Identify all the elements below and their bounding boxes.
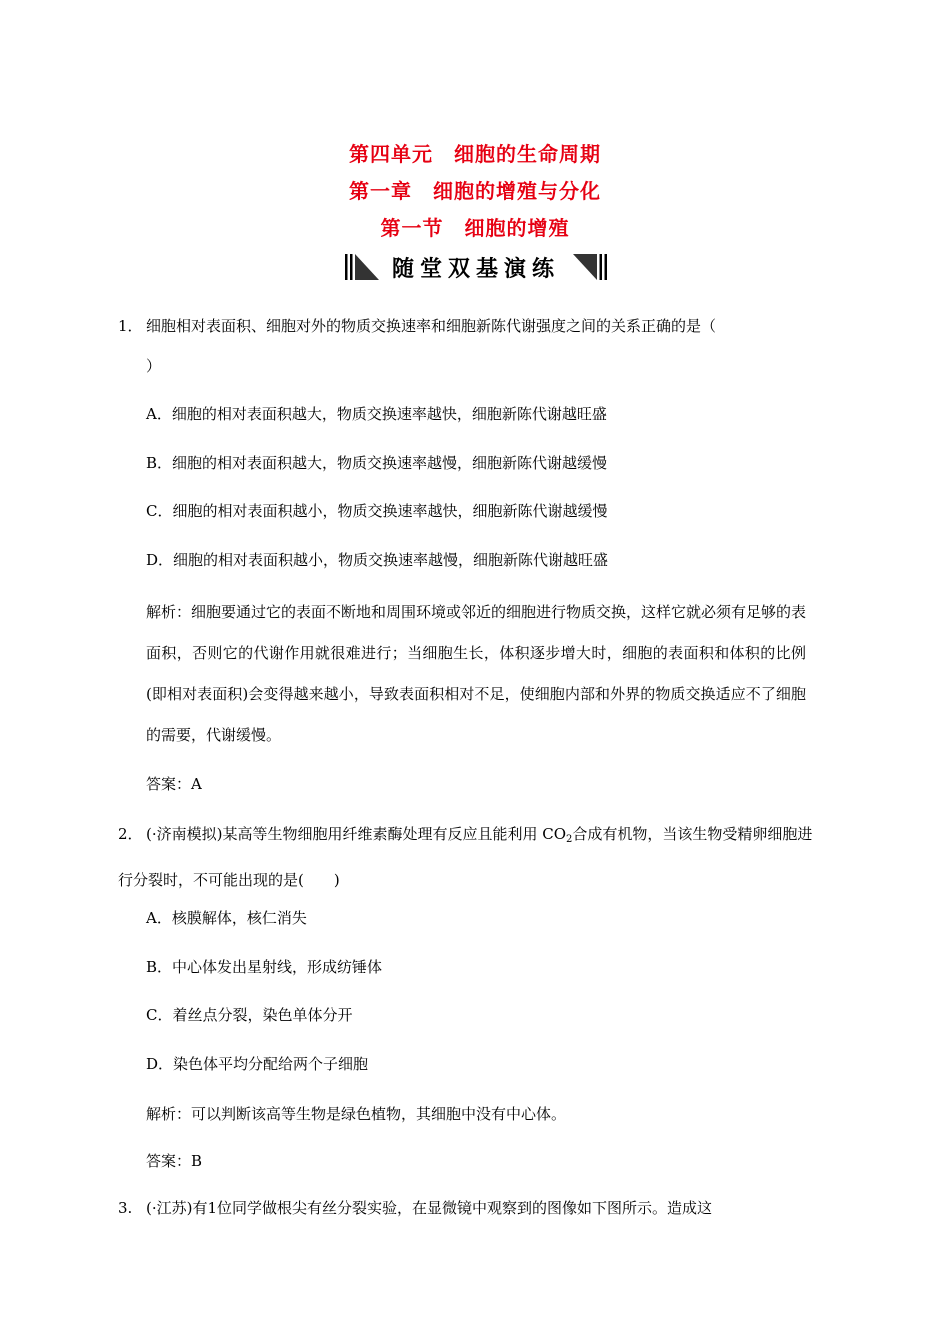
question-1-option-c: C．细胞的相对表面积越小，物质交换速率越快，细胞新陈代谢越缓慢 <box>146 502 608 520</box>
question-2-option-a: A．核膜解体，核仁消失 <box>146 909 307 927</box>
title-block <box>0 136 950 247</box>
question-1-option-b: B．细胞的相对表面积越大，物质交换速率越慢，细胞新陈代谢越缓慢 <box>146 454 608 472</box>
question-2-number: 2． <box>118 825 143 843</box>
section-title: 第一节 细胞的增殖 <box>380 216 570 240</box>
question-2-answer: 答案：B <box>146 1152 203 1170</box>
question-1 <box>118 314 818 338</box>
question-1-stem-end: ） <box>146 357 162 375</box>
question-1-number: 1． <box>118 317 143 335</box>
question-1-answer: 答案：A <box>146 775 202 793</box>
question-2-option-c: C．着丝点分裂，染色单体分开 <box>146 1006 353 1024</box>
question-1-option-a: A．细胞的相对表面积越大，物质交换速率越快，细胞新陈代谢越旺盛 <box>146 405 607 423</box>
practice-banner <box>345 250 607 284</box>
banner-right-decoration-icon <box>573 252 607 282</box>
question-1-stem: 1． 细胞相对表面积、细胞对外的物质交换速率和细胞新陈代谢强度之间的关系正确的是（ <box>118 314 818 338</box>
question-2-stem: 2． (·济南模拟)某高等生物细胞用纤维素酶处理有反应且能利用 $CO_2$合成有机物，当该生物受精卵细胞进行分裂时，不可能出现的是( ) <box>118 814 818 901</box>
question-1-option-d: D．细胞的相对表面积越小，物质交换速率越慢，细胞新陈代谢越旺盛 <box>146 551 609 569</box>
question-3-number: 3. <box>118 1199 133 1217</box>
banner-text: 随堂双基演练 <box>391 256 560 282</box>
banner-left-decoration-icon <box>345 252 379 282</box>
question-3-stem: 3. (·江苏)有1位同学做根尖有丝分裂实验，在显微镜中观察到的图像如下图所示。造成这 <box>118 1196 818 1220</box>
question-2-analysis: 解析：可以判断该高等生物是绿色植物，其细胞中没有中心体。 <box>146 1105 567 1123</box>
question-1-analysis: 解析：细胞要通过它的表面不断地和周围环境或邻近的细胞进行物质交换，这样它就必须有足够的表面积，否则它的代谢作用就很难进行；当细胞生长，体积逐步增大时，细胞的表面积和体积的比例(即相对表面积)会变得越来越小，导致表面积相对不足，使细胞内部和外界的物质交换适应不了细胞的需要，代谢缓慢。 <box>146 603 807 744</box>
unit-title: 第四单元 细胞的生命周期 <box>349 142 601 166</box>
chapter-title: 第一章 细胞的增殖与分化 <box>349 179 601 203</box>
question-2-option-d: D．染色体平均分配给两个子细胞 <box>146 1055 369 1073</box>
question-2-option-b: B．中心体发出星射线，形成纺锤体 <box>146 958 383 976</box>
